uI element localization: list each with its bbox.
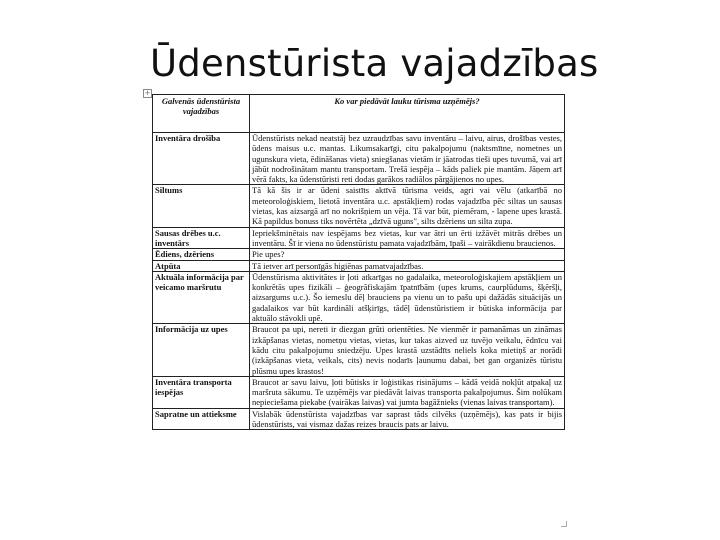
table-row [153,227,565,249]
row-need: Informācija uz upes [153,324,250,376]
row-answer: Tā ietver arī personīgās higiēnas pamatvajadzības. [250,260,565,271]
table-row [153,376,565,408]
table-row [153,324,565,376]
table-row [153,271,565,323]
header-answer: Ko var piedāvāt lauku tūrisma uzņēmējs? [250,95,565,133]
row-need: Inventāra drošība [153,133,250,185]
row-need: Sapratne un attieksme [153,408,250,430]
table-row [153,408,565,430]
row-answer: Braucot ar savu laivu, ļoti būtisks ir loģistikas risinājums – kādā veidā nokļūt atpakaļ uz maršruta sākumu. Te uzņēmējs var piedāvāt laivas transporta pakalpojumus. Šim nolūkam nepieciešama piekabe (vairākas laivas) vai jumta bagāžnieks (vienas laivas transportam). [250,376,565,408]
table-row [153,260,565,271]
page-corner-mark [561,521,567,527]
table-row [153,185,565,227]
row-need: Ēdiens, dzēriens [153,249,250,260]
table-move-handle-icon[interactable]: + [144,89,151,97]
row-answer: Braucot pa upi, nereti ir diezgan grūti orientēties. Ne vienmēr ir pamanāmas un zināmas izkāpšanas vietas, nometņu vietas, vietas, kur takas aizved uz tuvējo veikalu, ēdnīcu vai kādu citu pakalpojumu sniedzēju. Upes krastā uzstādīts neliels koka mietiņš ar norādi (izkāpšanas vieta, veikals, cits) nevis nodarīs ļaunumu dabai, bet gan organizēs tūristu plūsmu upes krastos! [250,324,565,376]
table-row [153,249,565,260]
table-header-row [153,95,565,133]
row-answer: Ūdenstūrists nekad neatstāj bez uzraudzības savu inventāru – laivu, airus, drošības vestes, ūdens maisus u.c. mantas. Likumsakarīgi, citu pakalpojumu (naktsmītne, nometnes un ugunskura vieta, ēdināšanas vieta) sniegšanas vietām ir jāatrodas tieši upes tuvumā, vai arī jābūt nodrošinātam mantu transportam. Trešā iespēja – kāds paliek pie mantām. Jāņem arī vērā fakts, ka ūdenstūristi reti dodas garākos radiālos pārgājienos no upes. [250,133,565,185]
needs-table [152,94,565,430]
row-need: Sausas drēbes u.c. inventārs [153,227,250,249]
row-need: Aktuāla informācija par veicamo maršrutu [153,271,250,323]
row-answer: Pie upes? [250,249,565,260]
row-need: Inventāra transporta iespējas [153,376,250,408]
row-answer: Ūdenstūrisma aktivitātes ir ļoti atkarīgas no gadalaika, meteoroloģiskajiem apstākļiem un konkrētās upes fizikāli – ģeogrāfiskajām īpatnībām (upes krums, caurplūdums, šķēršļi, aizsargums u.c.). Šo iemeslu dēļ brauciens pa vienu un to pašu upi dažādās situācijās un gadalaikos var būt kardināli atšķirīgs, tādēļ ūdenstūristiem ir būtiska informācija par aktuālo stāvokli upē. [250,271,565,323]
row-answer: Tā kā šis ir ar ūdeni saistīts aktīvā tūrisma veids, agri vai vēlu (atkarībā no meteoroloģiskiem, lietotā inventāra u.c. apstākļiem) rodas vajadzība pēc siltas un sausas vietas, kas aizsargā arī no nokrišņiem un vēja. Tā var būt, piemēram, - lapene upes krastā. Kā papildus bonuss tiks novērtēta „dzīvā uguns", silts dzēriens un silta zupa. [250,185,565,227]
row-need: Siltums [153,185,250,227]
slide-title: Ūdenstūrista vajadzības [150,42,599,85]
row-answer: Vislabāk ūdenstūrista vajadzības var saprast tāds cilvēks (uzņēmējs), kas pats ir bijis ūdenstūrists, vai vismaz dažas reizes braucis pats ar laivu. [250,408,565,430]
row-need: Atpūta [153,260,250,271]
table-row [153,133,565,185]
row-answer: Iepriekšminētais nav iespējams bez vietas, kur var ātri un ērti izžāvēt mitrās drēbes un inventāru. Šī ir viena no ūdenstūristu pamata vajadzībām, īpaši – vairākdienu braucienos. [250,227,565,249]
header-need: Galvenās ūdenstūrista vajadzības [153,95,250,133]
